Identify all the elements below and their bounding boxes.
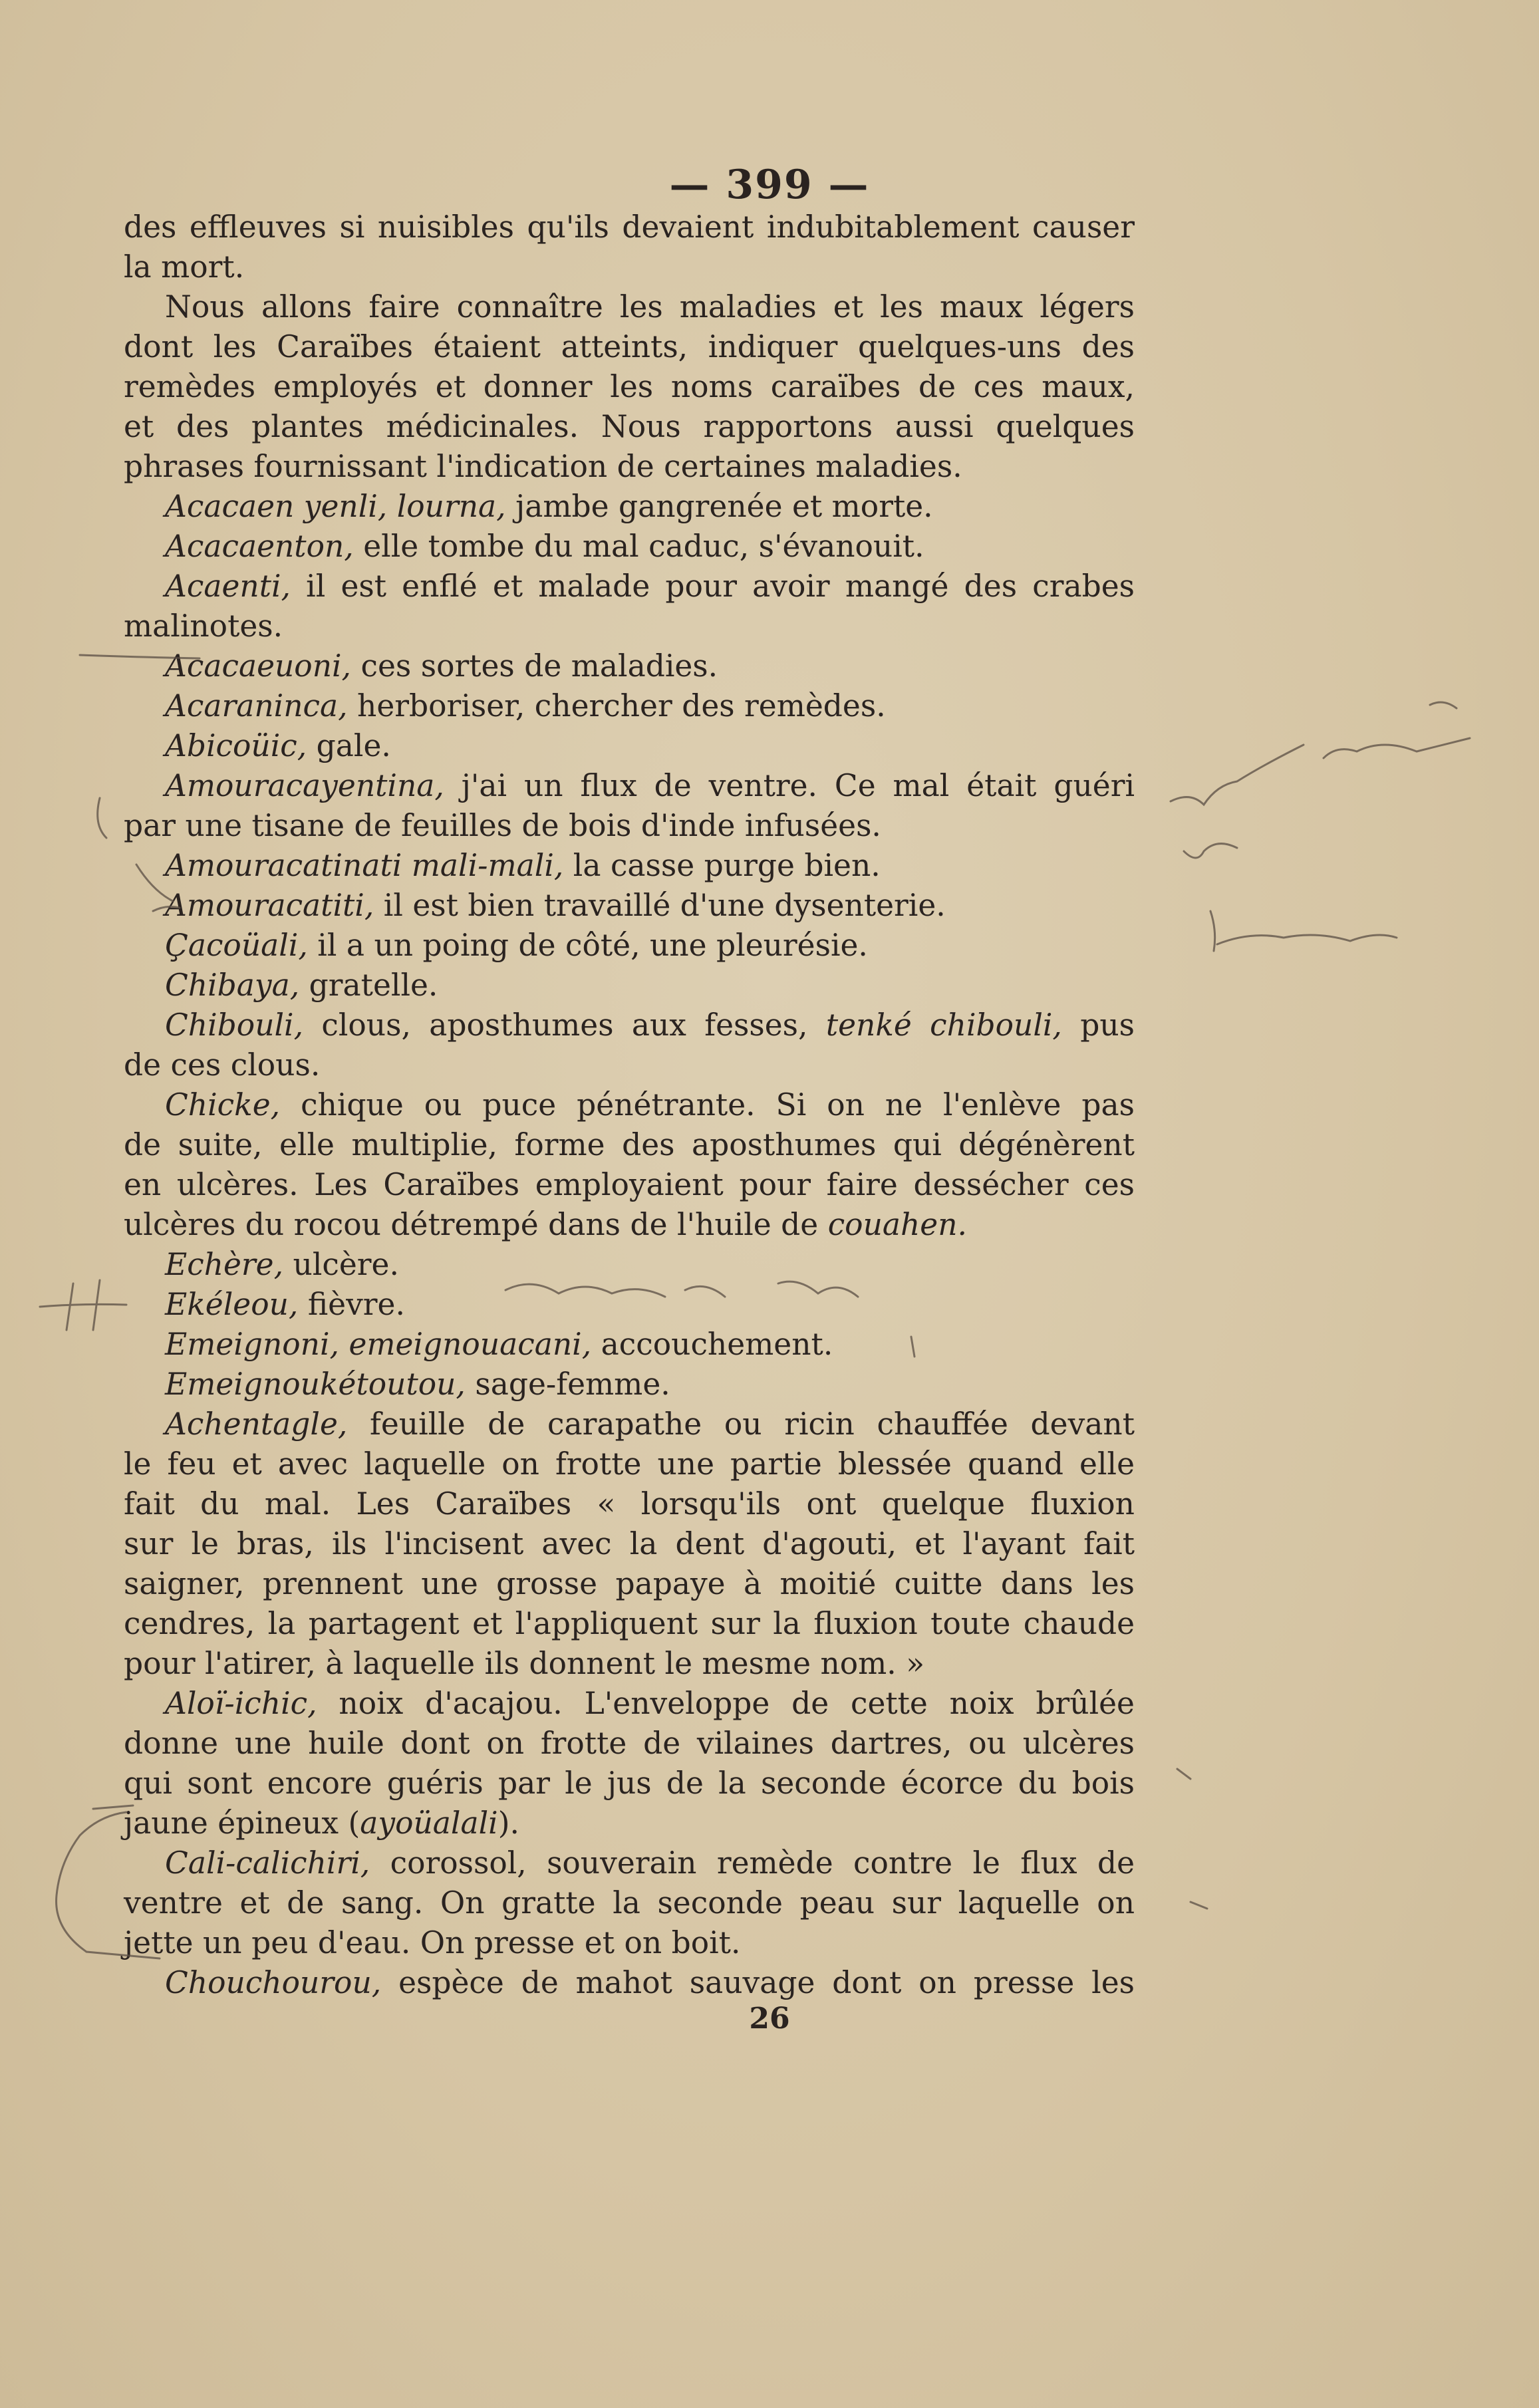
line-text: saigner, prennent une grosse papaye à moitié cuitte dans les (124, 1566, 1135, 1601)
line-text: espèce de mahot sauvage dont on presse les (381, 1965, 1135, 2000)
line-text: et des plantes médicinales. Nous rapportons aussi quelques (124, 409, 1135, 444)
entry-term: Emeignoukétoutou, (165, 1367, 466, 1402)
text-line (124, 1405, 1135, 1444)
entry-term: Ekéleou, (165, 1287, 299, 1322)
line-text: il est bien travaillé d'une dysenterie. (374, 888, 946, 923)
text-line (124, 686, 1135, 726)
entry-term: tenké chibouli, (825, 1007, 1062, 1043)
text-line (124, 766, 1135, 806)
text-line (124, 1604, 1135, 1644)
text-line (124, 1045, 1135, 1085)
line-text: elle tombe du mal caduc, s'évanouit. (353, 529, 924, 564)
text-line (124, 1365, 1135, 1405)
entry-term: couahen. (827, 1207, 967, 1242)
text-line (124, 207, 1135, 247)
line-text: corossol, souverain remède contre le flux de (370, 1845, 1135, 1881)
entry-term: Acaenti, (165, 569, 291, 604)
text-line (124, 1923, 1135, 1963)
text-line (124, 1325, 1135, 1365)
text-line (124, 1883, 1135, 1923)
text-line (124, 1764, 1135, 1804)
line-text: fièvre. (298, 1287, 405, 1322)
entry-term: Amouracatiti, (165, 888, 374, 923)
line-text: noix d'acajou. L'enveloppe de cette noix brûlée (317, 1686, 1135, 1721)
text-line (124, 1005, 1135, 1045)
text-line (124, 726, 1135, 766)
text-line (124, 806, 1135, 846)
entry-term: Acacaen yenli, lourna, (165, 489, 506, 524)
line-text: jette un peu d'eau. On presse et on boit. (124, 1925, 741, 1960)
line-text: dont les Caraïbes étaient atteints, indiquer quelques-uns des (124, 329, 1135, 364)
text-line (124, 1085, 1135, 1125)
line-text: sage-femme. (465, 1367, 670, 1402)
text-line (124, 1684, 1135, 1724)
entry-term: Amouracatinati mali-mali, (165, 848, 564, 883)
text-line (124, 1644, 1135, 1684)
text-line (124, 1285, 1135, 1325)
line-text: accouchement. (591, 1327, 833, 1362)
line-text: gale. (307, 728, 391, 763)
entry-term: Abicoüic, (165, 728, 307, 763)
entry-term: Acacaeuoni, (165, 648, 352, 684)
text-line (124, 646, 1135, 686)
line-text: de suite, elle multiplie, forme des aposthumes qui dégénèrent (124, 1127, 1135, 1162)
text-line (124, 1564, 1135, 1604)
text-line (124, 1444, 1135, 1484)
text-line (124, 527, 1135, 567)
line-text: donne une huile dont on frotte de vilaines dartres, ou ulcères (124, 1726, 1135, 1761)
line-text: sur le bras, ils l'incisent avec la dent d'agouti, et l'ayant fait (124, 1526, 1135, 1561)
line-text: jaune épineux ( (124, 1806, 360, 1841)
line-text: par une tisane de feuilles de bois d'inde infusées. (124, 808, 881, 843)
line-text: ). (497, 1806, 519, 1841)
entry-term: ayoüalali (360, 1806, 498, 1841)
line-text: il a un poing de côté, une pleurésie. (307, 928, 868, 963)
text-line (124, 926, 1135, 966)
line-text: en ulcères. Les Caraïbes employaient pour faire dessécher ces (124, 1167, 1135, 1202)
line-text: gratelle. (299, 968, 438, 1003)
line-text: pour l'atirer, à laquelle ils donnent le mesme nom. » (124, 1646, 925, 1681)
text-line (124, 1165, 1135, 1205)
text-line (124, 287, 1135, 327)
line-text: chique ou puce pénétrante. Si on ne l'enlève pas (280, 1087, 1135, 1123)
text-line (124, 1205, 1135, 1245)
line-text: Nous allons faire connaître les maladies et les maux légers (165, 289, 1135, 325)
text-line (124, 1484, 1135, 1524)
entry-term: Cali-calichiri, (165, 1845, 370, 1881)
entry-term: Chicke, (165, 1087, 281, 1123)
line-text: feuille de carapathe ou ricin chauffée devant (347, 1406, 1135, 1442)
line-text: cendres, la partagent et l'appliquent sur la fluxion toute chaude (124, 1606, 1135, 1641)
entry-term: Aloï-ichic, (165, 1686, 317, 1721)
line-text: ulcères du rocou détrempé dans de l'huile de (124, 1207, 828, 1242)
line-text: le feu et avec laquelle on frotte une partie blessée quand elle (124, 1446, 1135, 1482)
entry-term: Acaraninca, (165, 688, 348, 724)
text-line (124, 606, 1135, 646)
body-text (124, 207, 1135, 2003)
line-text: ces sortes de maladies. (351, 648, 718, 684)
text-line (124, 367, 1135, 407)
entry-term: Chouchourou, (165, 1965, 382, 2000)
line-text: remèdes employés et donner les noms caraïbes de ces maux, (124, 369, 1135, 404)
line-text: fait du mal. Les Caraïbes « lorsqu'ils ont quelque fluxion (124, 1486, 1135, 1522)
line-text: des effleuves si nuisibles qu'ils devaient indubitablement causer (124, 209, 1135, 245)
text-line (124, 487, 1135, 527)
line-text: clous, aposthumes aux fesses, (303, 1007, 826, 1043)
line-text: phrases fournissant l'indication de certaines maladies. (124, 449, 962, 484)
entry-term: Achentagle, (165, 1406, 348, 1442)
text-line (124, 886, 1135, 926)
entry-term: Çacoüali, (165, 928, 308, 963)
line-text: ulcère. (283, 1247, 399, 1282)
entry-term: Amouracayentina, (165, 768, 444, 803)
text-line (124, 966, 1135, 1005)
text-line (124, 407, 1135, 447)
text-line (124, 1245, 1135, 1285)
line-text: qui sont encore guéris par le jus de la seconde écorce du bois (124, 1766, 1135, 1801)
entry-term: Emeignoni, emeignouacani, (165, 1327, 592, 1362)
entry-term: Echère, (165, 1247, 284, 1282)
text-line (124, 1524, 1135, 1564)
text-line (124, 1804, 1135, 1843)
text-line (124, 567, 1135, 606)
line-text: ventre et de sang. On gratte la seconde peau sur laquelle on (124, 1885, 1135, 1921)
line-text: malinotes. (124, 608, 283, 644)
footer-signature: 26 (749, 2002, 790, 2036)
text-line (124, 1963, 1135, 2003)
text-line (124, 327, 1135, 367)
line-text: la casse purge bien. (563, 848, 881, 883)
line-text: jambe gangrenée et morte. (505, 489, 933, 524)
line-text: j'ai un flux de ventre. Ce mal était guéri (444, 768, 1135, 803)
text-line (124, 1724, 1135, 1764)
line-text: il est enflé et malade pour avoir mangé des crabes (291, 569, 1135, 604)
text-line (124, 247, 1135, 287)
text-line (124, 1125, 1135, 1165)
text-line (124, 447, 1135, 487)
entry-term: Chibouli, (165, 1007, 304, 1043)
line-text: de ces clous. (124, 1047, 321, 1083)
line-text: pus (1061, 1007, 1135, 1043)
entry-term: Acacaenton, (165, 529, 354, 564)
entry-term: Chibaya, (165, 968, 300, 1003)
line-text: la mort. (124, 249, 245, 285)
line-text: herboriser, chercher des remèdes. (347, 688, 886, 724)
page-header: — 399 — (669, 162, 870, 208)
text-line (124, 1843, 1135, 1883)
text-line (124, 846, 1135, 886)
